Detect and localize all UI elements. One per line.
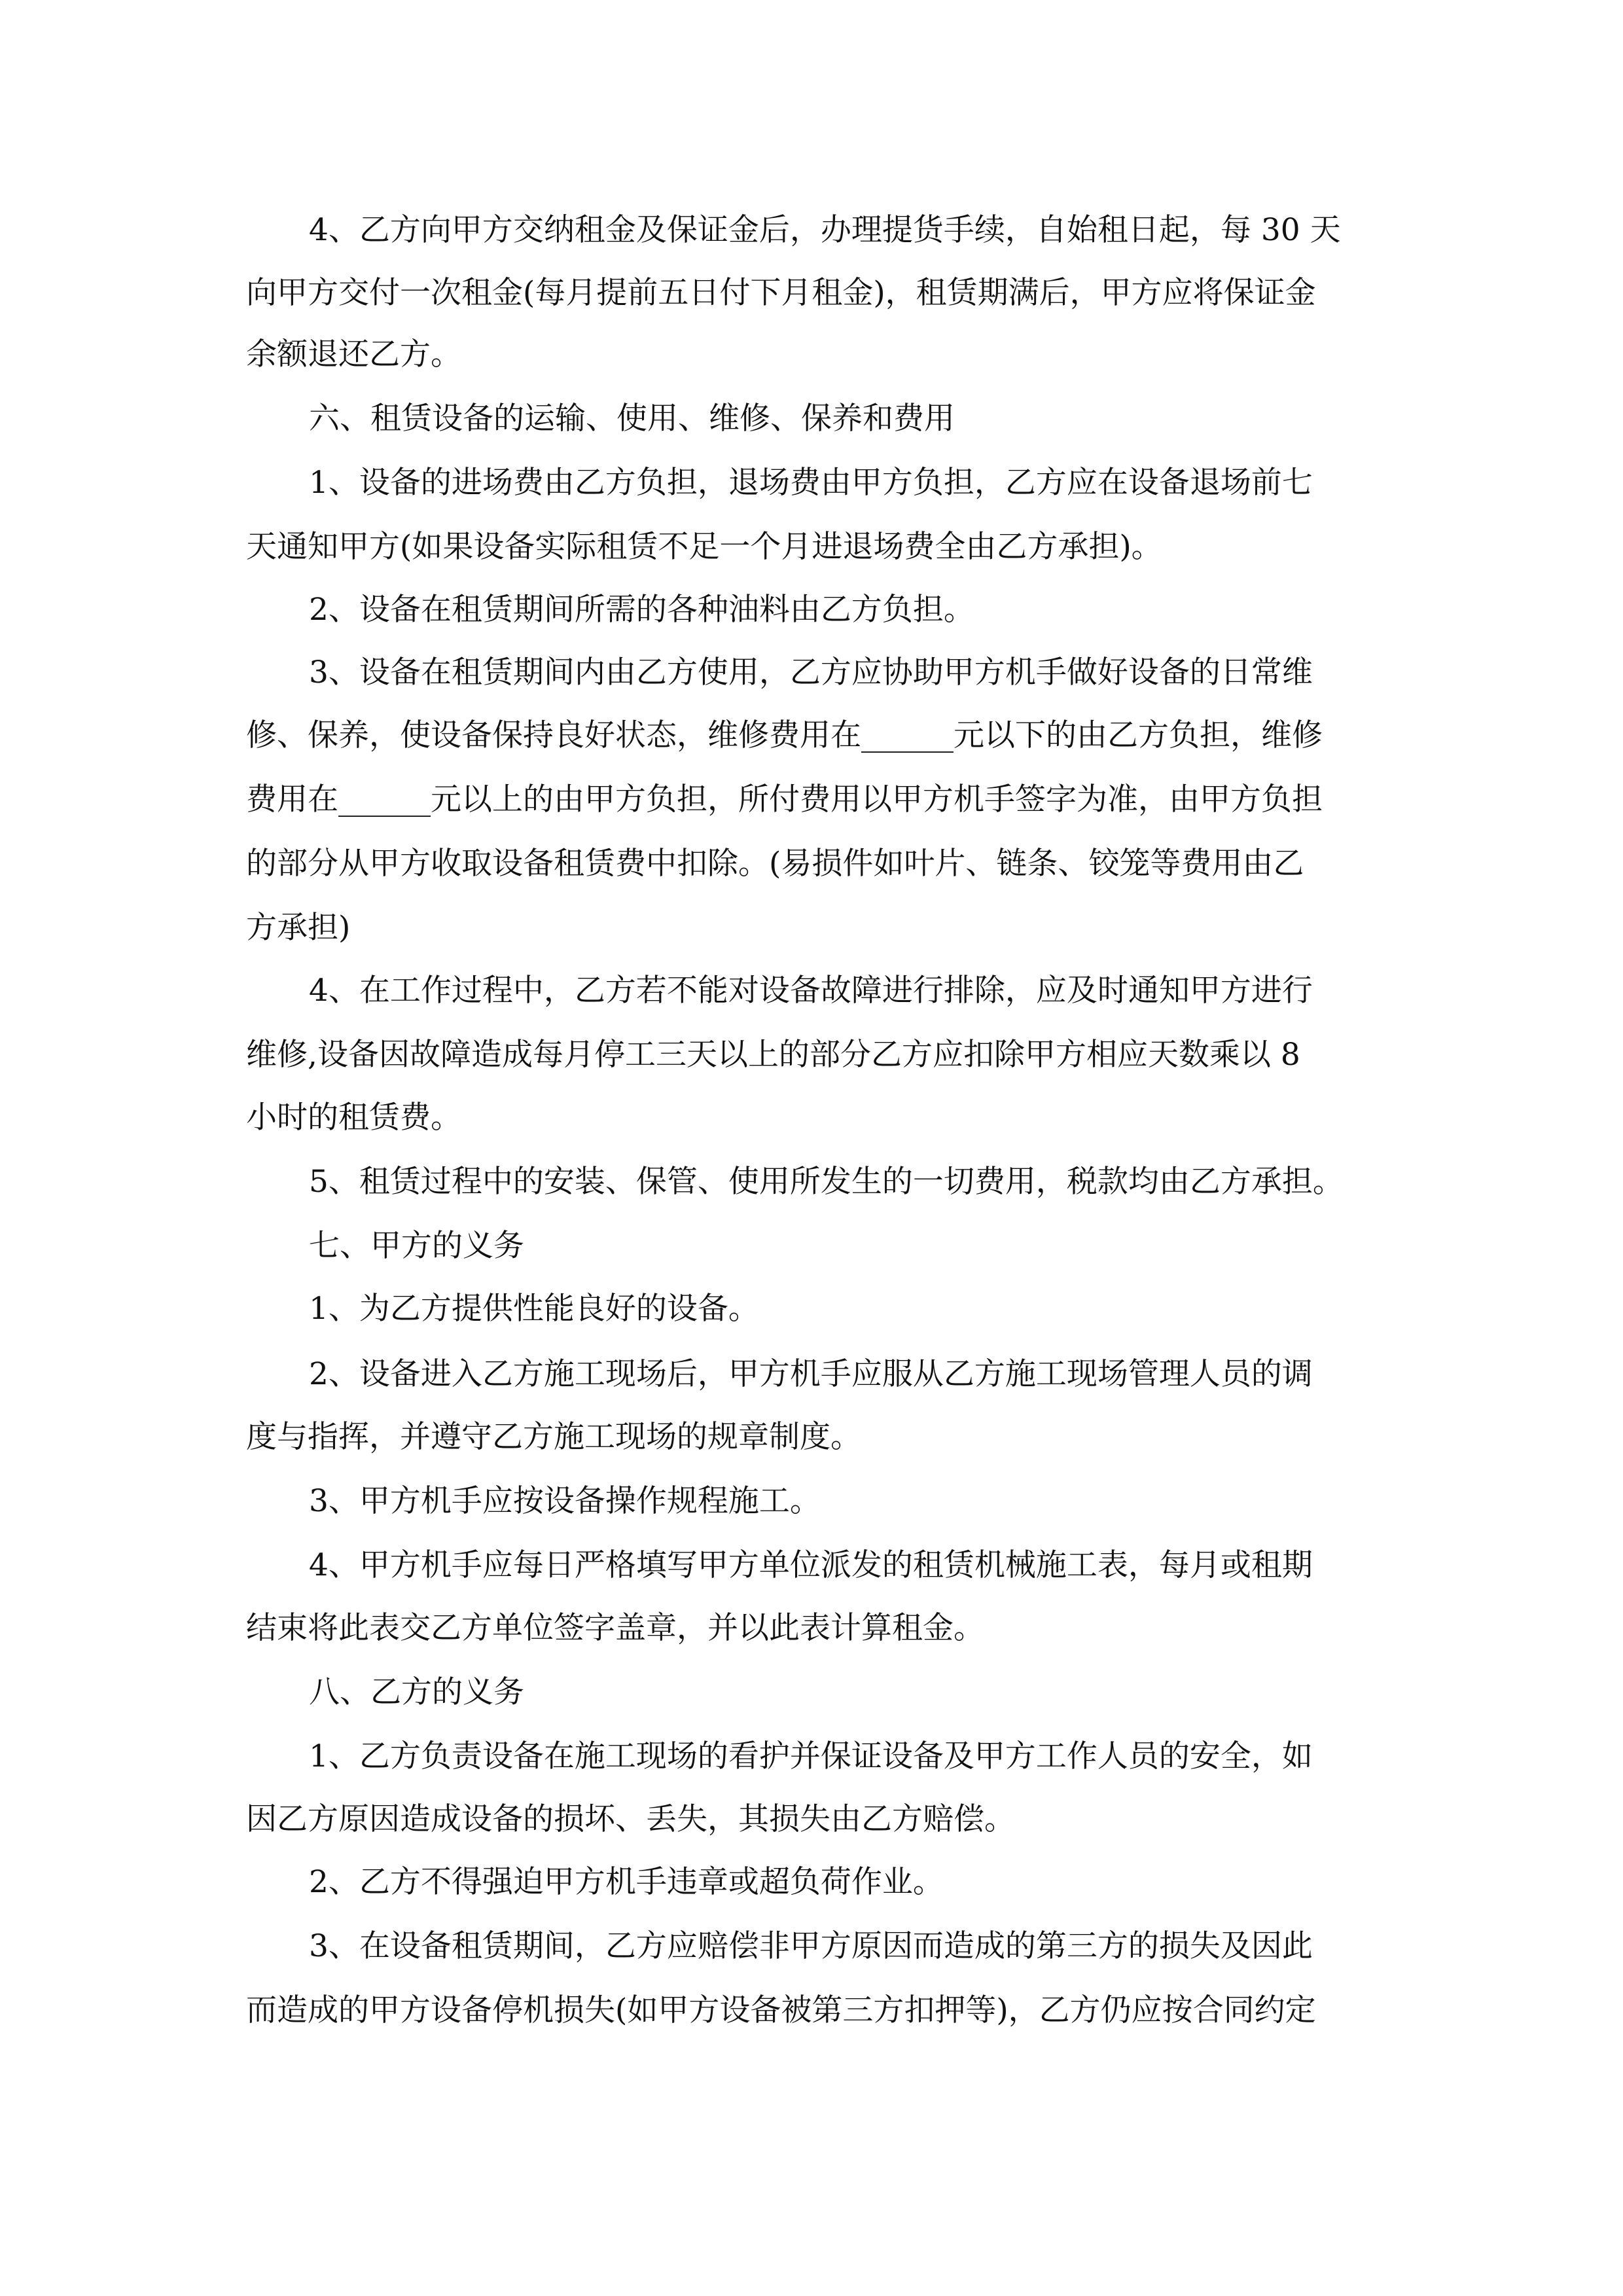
text-line: 结束将此表交乙方单位签字盖章，并以此表计算租金。 [246,1610,984,1646]
text-line: 1、设备的进场费由乙方负担，退场费由甲方负担，乙方应在设备退场前七 [309,465,1313,501]
text-line: 天通知甲方(如果设备实际租赁不足一个月进退场费全由乙方承担)。 [246,529,1162,565]
text-line: 小时的租赁费。 [246,1100,461,1136]
text-line: 费用在______元以上的由甲方负担，所付费用以甲方机手签字为准，由甲方负担 [246,781,1323,817]
text-line: 修、保养，使设备保持良好状态，维修费用在______元以下的由乙方负担，维修 [246,717,1323,753]
text-line: 2、设备进入乙方施工现场后，甲方机手应服从乙方施工现场管理人员的调 [309,1356,1313,1392]
text-line: 因乙方原因造成设备的损坏、丢失，其损失由乙方赔偿。 [246,1801,1015,1837]
text-line: 5、租赁过程中的安装、保管、使用所发生的一切费用，税款均由乙方承担。 [309,1164,1344,1200]
text-line: 度与指挥，并遵守乙方施工现场的规章制度。 [246,1419,861,1455]
text-line: 的部分从甲方收取设备租赁费中扣除。(易损件如叶片、链条、铰笼等费用由乙 [246,846,1304,882]
text-line: 3、在设备租赁期间，乙方应赔偿非甲方原因而造成的第三方的损失及因此 [309,1928,1313,1964]
text-line: 而造成的甲方设备停机损失(如甲方设备被第三方扣押等)，乙方仍应按合同约定 [246,1992,1316,2028]
text-line: 4、在工作过程中，乙方若不能对设备故障进行排除，应及时通知甲方进行 [309,973,1313,1009]
text-line: 2、乙方不得强迫甲方机手违章或超负荷作业。 [309,1864,944,1900]
text-line: 1、为乙方提供性能良好的设备。 [309,1291,759,1327]
text-line: 余额退还乙方。 [246,336,461,372]
text-line: 方承担) [246,910,351,946]
text-line: 3、甲方机手应按设备操作规程施工。 [309,1483,821,1519]
text-line: 2、设备在租赁期间所需的各种油料由乙方负担。 [309,592,974,628]
text-line: 维修,设备因故障造成每月停工三天以上的部分乙方应扣除甲方相应天数乘以 8 [246,1037,1300,1073]
text-line: 3、设备在租赁期间内由乙方使用，乙方应协助甲方机手做好设备的日常维 [309,655,1313,691]
text-line: 向甲方交付一次租金(每月提前五日付下月租金)，租赁期满后，甲方应将保证金 [246,275,1316,311]
section-heading: 七、甲方的义务 [309,1228,524,1264]
text-line: 4、乙方向甲方交纳租金及保证金后，办理提货手续，自始租日起，每 30 天 [309,212,1341,248]
section-heading: 八、乙方的义务 [309,1674,524,1710]
text-line: 4、甲方机手应每日严格填写甲方单位派发的租赁机械施工表，每月或租期 [309,1547,1313,1583]
text-line: 1、乙方负责设备在施工现场的看护并保证设备及甲方工作人员的安全，如 [309,1738,1313,1774]
section-heading: 六、租赁设备的运输、使用、维修、保养和费用 [309,401,955,437]
